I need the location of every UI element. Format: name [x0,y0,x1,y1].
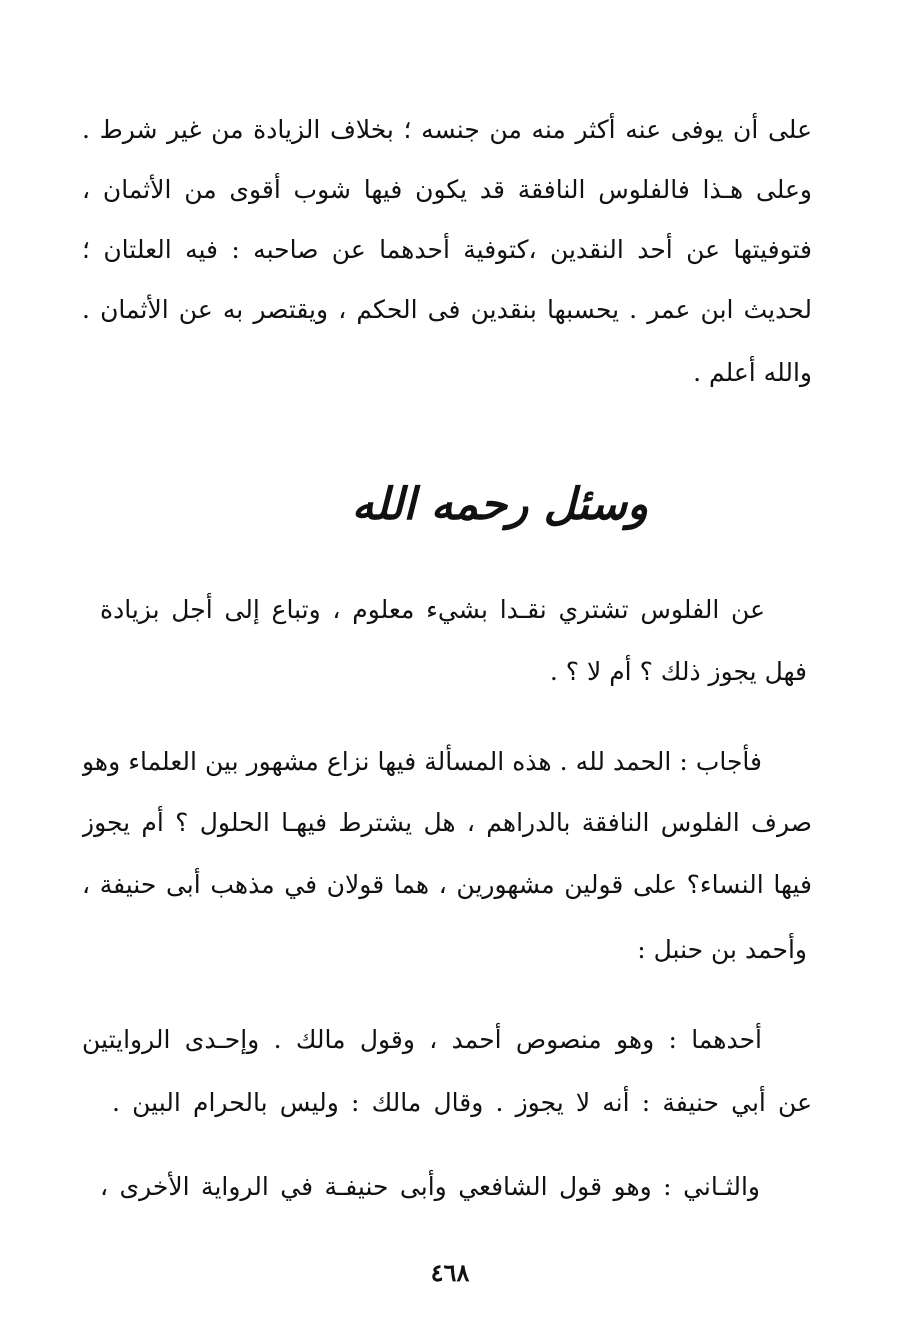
first-opinion-line-1: أحدهما : وهو منصوص أحمد ، وقول مالك . وإحـدى الروايتين [82,1025,762,1054]
paragraph-1-line-4: لحديث ابن عمر . يحسبها بنقدين فى الحكم ، ويقتصر به عن الأثمان . [82,295,812,324]
first-opinion-line-2: عن أبي حنيفة : أنه لا يجوز . وقال مالك : وليس بالحرام البين . [112,1088,812,1117]
paragraph-1-line-5: والله أعلم . [693,358,812,387]
question-line-2: فهل يجوز ذلك ؟ أم لا ؟ . [549,657,807,686]
page-number: ٤٦٨ [430,1258,470,1287]
paragraph-1-line-3: فتوفيتها عن أحد النقدين ،كتوفية أحدهما عن صاحبه : فيه العلتان ؛ [82,235,812,264]
paragraph-1-line-2: وعلى هـذا فالفلوس النافقة قد يكون فيها شوب أقوى من الأثمان ، [82,175,812,204]
question-line-1: عن الفلوس تشتري نقـدا بشيء معلوم ، وتباع إلى أجل بزيادة [100,595,765,624]
section-heading: وسئل رحمه الله [351,479,649,530]
answer-line-4: وأحمد بن حنبل : [637,935,807,964]
answer-line-3: فيها النساء؟ على قولين مشهورين ، هما قولان في مذهب أبى حنيفة ، [82,870,812,899]
second-opinion-line-1: والثـاني : وهو قول الشافعي وأبى حنيفـة في الرواية الأخرى ، [100,1172,760,1201]
paragraph-1-line-1: على أن يوفى عنه أكثر منه من جنسه ؛ بخلاف الزيادة من غير شرط . [82,115,812,144]
answer-line-2: صرف الفلوس النافقة بالدراهم ، هل يشترط فيهـا الحلول ؟ أم يجوز [82,808,812,837]
answer-line-1: فأجاب : الحمد لله . هذه المسألة فيها نزاع مشهور بين العلماء وهو [82,747,762,776]
